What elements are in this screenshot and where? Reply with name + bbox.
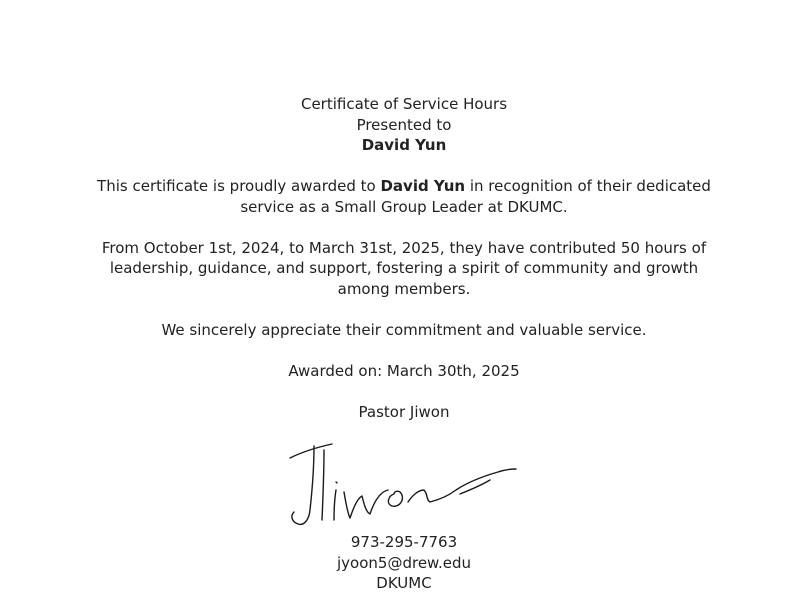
spacer: [0, 340, 808, 361]
spacer: [0, 156, 808, 177]
awarded-on-date: Awarded on: March 30th, 2025: [288, 361, 520, 380]
award-paragraph: [84, 176, 724, 217]
award-paragraph-suffix: in recognition of their dedicated service as a Small Group Leader at DKUMC.: [240, 177, 711, 216]
spacer: [0, 299, 808, 320]
contact-phone: 973-295-7763: [350, 533, 458, 551]
contact-email: jyoon5@drew.edu: [337, 553, 471, 572]
contact-organization: DKUMC: [376, 574, 432, 592]
spacer: [0, 217, 808, 238]
award-paragraph-prefix: This certificate is proudly awarded to: [97, 177, 381, 195]
contribution-paragraph: From October 1st, 2024, to March 31st, 2025, they have contributed 50 hours of leadership, guidance, and support, fostering a spirit of community and growth among members.: [101, 238, 707, 298]
presented-to-label: Presented to: [356, 115, 452, 134]
signer-name: Pastor Jiwon: [358, 402, 450, 421]
appreciation-paragraph: We sincerely appreciate their commitment and valuable service.: [161, 320, 647, 339]
handwritten-signature: [284, 440, 524, 532]
spacer: [0, 381, 808, 402]
certificate-title: Certificate of Service Hours: [300, 95, 508, 113]
award-paragraph-name: David Yun: [380, 177, 466, 195]
recipient-name: David Yun: [361, 136, 447, 154]
certificate: [0, 94, 808, 594]
contact-info: [0, 532, 808, 594]
